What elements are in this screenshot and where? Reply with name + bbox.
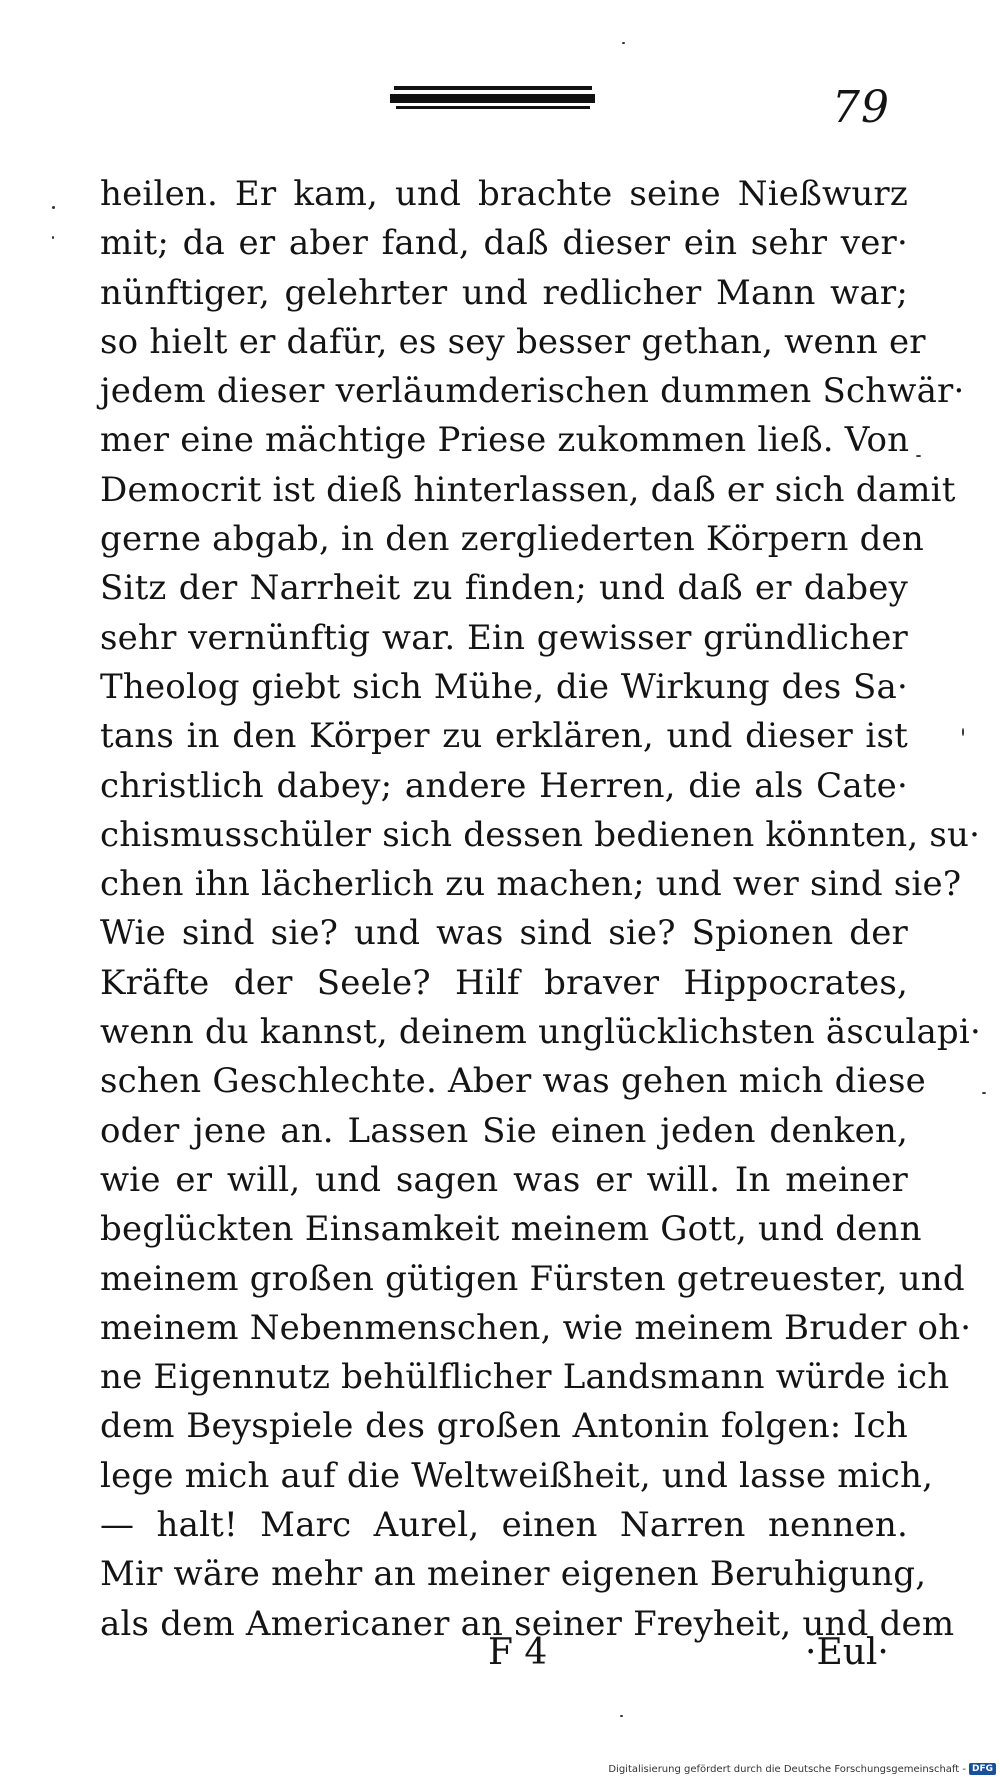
text-line: beglückten Einsamkeit meinem Gott, und denn [100,1209,922,1250]
scan-speck [620,1715,623,1717]
text-line: Mir wäre mehr an meiner eigenen Beruhigung, [100,1554,927,1595]
scan-speck [622,42,625,44]
text-line: als dem Americaner an seiner Freyheit, und dem [100,1603,955,1644]
text-line: mit; da er aber fand, daß dieser ein sehr ver· [100,223,908,264]
page-number: 79 [832,82,890,133]
header-rule-thin-bottom [396,106,590,109]
header-rule-thin-top [394,86,592,90]
text-line: meinem großen gütigen Fürsten getreuester, und [100,1258,965,1299]
dfg-logo: DFG [969,1763,996,1775]
signature-mark: F 4 [488,1632,548,1673]
text-line: lege mich auf die Weltweißheit, und lasse mich, [100,1455,934,1496]
text-line: tans in den Körper zu erklären, und dieser ist [100,716,908,757]
text-line: Theolog giebt sich Mühe, die Wirkung des Sa· [100,666,908,707]
text-line: schen Geschlechte. Aber was gehen mich diese [100,1061,926,1102]
text-line: chismusschüler sich dessen bedienen könnten, su· [100,814,981,855]
scan-speck [52,236,54,239]
text-line: mer eine mächtige Priese zukommen ließ. Von [100,420,910,461]
scan-speck [982,1092,986,1094]
scan-speck [52,206,55,209]
text-line: christlich dabey; andere Herren, die als Cate· [100,765,908,806]
text-line: nünftiger, gelehrter und redlicher Mann war; [100,272,908,313]
text-line: ne Eigennutz behülflicher Landsmann würde ich [100,1357,950,1398]
text-line: — halt! Marc Aurel, einen Narren nennen. [100,1505,908,1546]
scan-speck [962,728,964,736]
header-rule [390,86,595,110]
text-line: so hielt er dafür, es sey besser gethan, wenn er [100,321,926,362]
text-line: Wie sind sie? und was sind sie? Spionen der [100,913,908,954]
text-line: meinem Nebenmenschen, wie meinem Bruder oh· [100,1307,972,1348]
text-line: chen ihn lächerlich zu machen; und wer sind sie? [100,864,962,905]
text-line: gerne abgab, in den zergliederten Körpern den [100,519,924,560]
header-rule-thick [390,94,595,103]
text-line: dem Beyspiele des großen Antonin folgen: Ich [100,1406,908,1447]
text-line: heilen. Er kam, und brachte seine Nießwurz [100,174,908,214]
text-line: oder jene an. Lassen Sie einen jeden denken, [100,1110,908,1151]
catchword: ·Eul· [805,1632,889,1673]
text-line: Sitz der Narrheit zu finden; und daß er dabey [100,568,908,609]
text-line: jedem dieser verläumderischen dummen Schwär· [100,371,965,412]
digitization-credit [608,1763,996,1775]
credit-text: Digitalisierung gefördert durch die Deutsche Forschungsgemeinschaft - [608,1763,966,1775]
text-line: wie er will, und sagen was er will. In meiner [100,1159,908,1200]
text-line: sehr vernünftig war. Ein gewisser gründlicher [100,617,908,658]
page-footer [0,1632,1000,1682]
scan-speck [916,455,921,457]
text-line: Democrit ist dieß hinterlassen, daß er sich damit [100,469,956,510]
text-line: Kräfte der Seele? Hilf braver Hippocrates, [100,962,908,1003]
body-text [100,170,981,1649]
text-line: wenn du kannst, deinem unglücklichsten äsculapi· [100,1012,981,1053]
